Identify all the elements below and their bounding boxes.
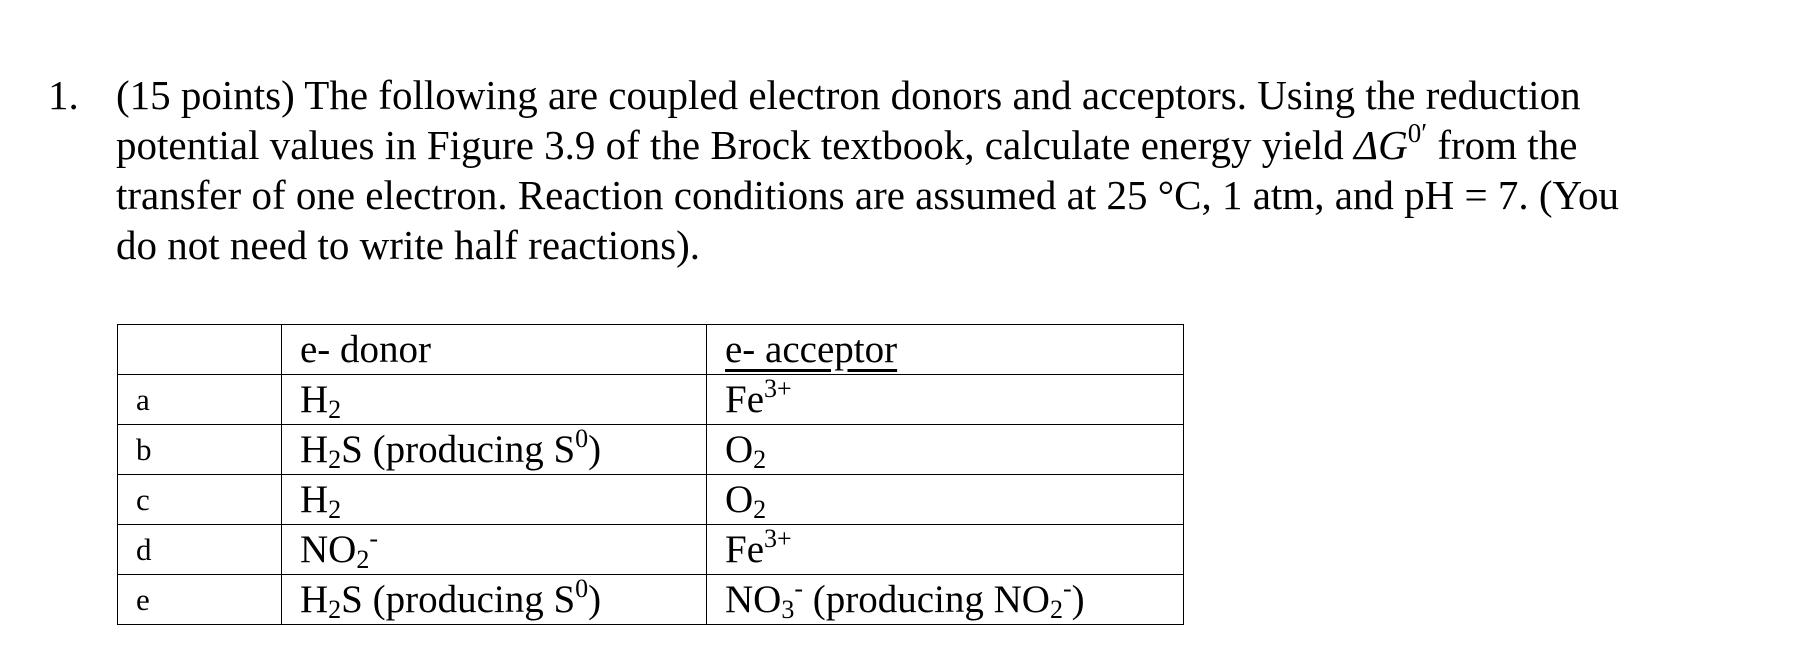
question-text (116, 70, 1766, 270)
acceptor-cell (707, 575, 1184, 625)
acceptor-cell (707, 375, 1184, 425)
formula-text: Fe (725, 527, 764, 571)
question-line-2 (116, 120, 1766, 170)
header-donor-text: e- donor (300, 327, 432, 371)
header-donor-cell (282, 325, 707, 375)
formula-text: O (725, 427, 754, 471)
table-row (118, 525, 1184, 575)
subscript: 2 (328, 594, 342, 624)
formula-text: S (producing S (341, 577, 576, 621)
table-row (118, 425, 1184, 475)
row-label-cell: a (118, 375, 282, 425)
formula-text: O (725, 477, 754, 521)
acceptor-cell (707, 525, 1184, 575)
row-label-cell: b (118, 425, 282, 475)
subscript: 2 (753, 494, 767, 524)
donor-cell (282, 525, 707, 575)
header-label-cell (118, 325, 282, 375)
question-line-2-end: from the (1437, 122, 1578, 168)
superscript: 3+ (764, 373, 792, 403)
header-acceptor-cell (707, 325, 1184, 375)
superscript: - (369, 523, 379, 553)
question-line-2-text: potential values in Figure 3.9 of the Brock textbook, calculate energy yield (116, 122, 1344, 168)
superscript: - (1062, 573, 1072, 603)
subscript: 2 (328, 494, 342, 524)
formula-text: S (producing S (341, 427, 576, 471)
donor-cell (282, 475, 707, 525)
superscript: - (794, 573, 804, 603)
table-row (118, 575, 1184, 625)
formula-text: ) (588, 577, 602, 621)
table-row (118, 475, 1184, 525)
acceptor-cell (707, 425, 1184, 475)
header-acceptor-text: e- acceptor (725, 327, 898, 371)
subscript: 2 (328, 444, 342, 474)
superscript: 3+ (764, 523, 792, 553)
subscript: 2 (356, 544, 370, 574)
formula-text: (producing NO (803, 577, 1050, 621)
question-line-1: (15 points) The following are coupled electron donors and acceptors. Using the reduction (116, 72, 1581, 118)
formula-text: H (300, 577, 329, 621)
subscript: 3 (781, 594, 795, 624)
question-line-4: do not need to write half reactions). (116, 222, 701, 268)
formula-text: NO (300, 527, 357, 571)
formula-text: H (300, 427, 329, 471)
formula-text: H (300, 477, 329, 521)
table-body (118, 325, 1184, 625)
subscript: 2 (753, 444, 767, 474)
subscript: 2 (328, 394, 342, 424)
delta-g-symbol (1354, 118, 1428, 168)
subscript: 2 (1049, 594, 1063, 624)
donor-cell (282, 425, 707, 475)
formula-text: NO (725, 577, 782, 621)
table-header-row (118, 325, 1184, 375)
row-label-cell: c (118, 475, 282, 525)
question-line-3: transfer of one electron. Reaction conditions are assumed at 25 °C, 1 atm, and pH = 7. (You (116, 172, 1620, 218)
delta-g-superscript: 0′ (1407, 118, 1428, 148)
donor-cell (282, 575, 707, 625)
donor-acceptor-table (117, 324, 1184, 625)
formula-text: ) (588, 427, 602, 471)
acceptor-cell (707, 475, 1184, 525)
row-label-cell: e (118, 575, 282, 625)
superscript: 0 (575, 573, 589, 603)
table-row (118, 375, 1184, 425)
delta-g-base: ΔG (1354, 122, 1408, 168)
formula-text: H (300, 377, 329, 421)
row-label-cell: d (118, 525, 282, 575)
formula-text: Fe (725, 377, 764, 421)
donor-cell (282, 375, 707, 425)
superscript: 0 (575, 423, 589, 453)
question-number: 1. (48, 72, 79, 118)
formula-text: ) (1071, 577, 1085, 621)
